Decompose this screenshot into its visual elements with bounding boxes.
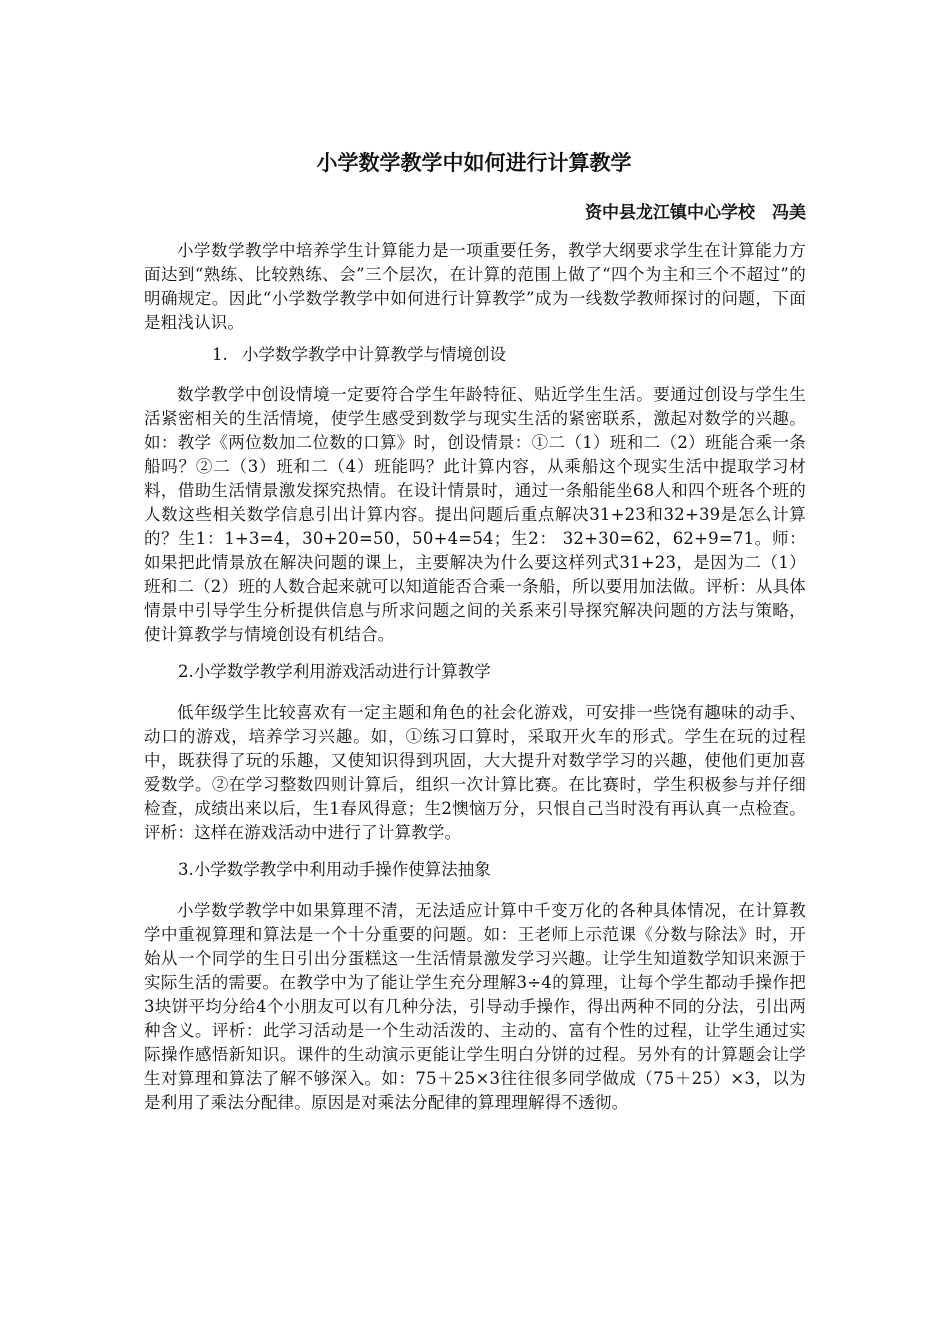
intro-paragraph: 小学数学教学中培养学生计算能力是一项重要任务，教学大纲要求学生在计算能力方面达到“熟练、比较熟练、会”三个层次，在计算的范围上做了“四个为主和三个不超过”的明确规定。因此“小学数学教学中如何进行计算教学”成为一线数学教师探讨的问题，下面是粗浅认识。 xyxy=(144,241,806,332)
author-line: 资中县龙江镇中心学校 冯美 xyxy=(585,203,806,223)
section-1-heading xyxy=(144,343,806,367)
document-body xyxy=(144,239,806,1115)
section-2-paragraph: 低年级学生比较喜欢有一定主题和角色的社会化游戏，可安排一些饶有趣味的动手、动口的游戏，培养学习兴趣。如，①练习口算时，采取开火车的形式。学生在玩的过程中，既获得了玩的乐趣，又使知识得到巩固，大大提升对数学学习的兴趣，使他们更加喜爱数学。②在学习整数四则计算后，组织一次计算比赛。在比赛时，学生积极参与并仔细检查，成绩出来以后，生1春风得意；生2懊恼万分，只恨自己当时没有再认真一点检查。评析：这样在游戏活动中进行了计算教学。 xyxy=(144,703,806,842)
section-3-paragraph: 小学数学教学中如果算理不清，无法适应计算中千变万化的各种具体情况，在计算教学中重视算理和算法是一个十分重要的问题。如：王老师上示范课《分数与除法》时，开始从一个同学的生日引出分蛋糕这一生活情景激发学习兴趣。让学生知道数学知识来源于实际生活的需要。在教学中为了能让学生充分理解3÷4的算理，让每个学生都动手操作把3块饼平均分给4个小朋友可以有几种分法，引导动手操作，得出两种不同的分法，引出两种含义。评析：此学习活动是一个生动活泼的、主动的、富有个性的过程，让学生通过实际操作感悟新知识。课件的生动演示更能让学生明白分饼的过程。另外有的计算题会让学生对算理和算法了解不够深入。如：75＋25×3往往很多同学做成（75＋25）×3，以为是利用了乘法分配律。原因是对乘法分配律的算理理解得不透彻。 xyxy=(144,901,806,1112)
section-1-title: 小学数学教学中计算教学与情境创设 xyxy=(242,345,506,364)
section-2-heading: 2.小学数学教学利用游戏活动进行计算教学 xyxy=(178,662,491,681)
section-3-heading: 3.小学数学教学中利用动手操作使算法抽象 xyxy=(178,860,491,879)
document-title: 小学数学教学中如何进行计算教学 xyxy=(316,150,632,175)
section-1-paragraph: 数学教学中创设情境一定要符合学生年龄特征、贴近学生生活。要通过创设与学生生活紧密相关的生活情境，使学生感受到数学与现实生活的紧密联系，激起对数学的兴趣。如：教学《两位数加二位数的口算》时，创设情景：①二（1）班和二（2）班能合乘一条船吗？②二（3）班和二（4）班能吗？此计算内容，从乘船这个现实生活中提取学习材料，借助生活情景激发探究热情。在设计情景时，通过一条船能坐68人和四个班各个班的人数这些相关数学信息引出计算内容。提出问题后重点解决31+23和32+39是怎么计算的？生1：1+3=4，30+20=50，50+4=54；生2： 32+30=62，62+9=71。师：如果把此情景放在解决问题的课上，主要解决为什么要这样列式31+23，是因为二（1）班和二（2）班的人数合起来就可以知道能否合乘一条船，所以要用加法做。评析：从具体情景中引导学生分析提供信息与所求问题之间的关系来引导探究解决问题的方法与策略，使计算教学与情境创设有机结合。 xyxy=(144,385,806,644)
section-1-number: 1. xyxy=(212,345,228,364)
